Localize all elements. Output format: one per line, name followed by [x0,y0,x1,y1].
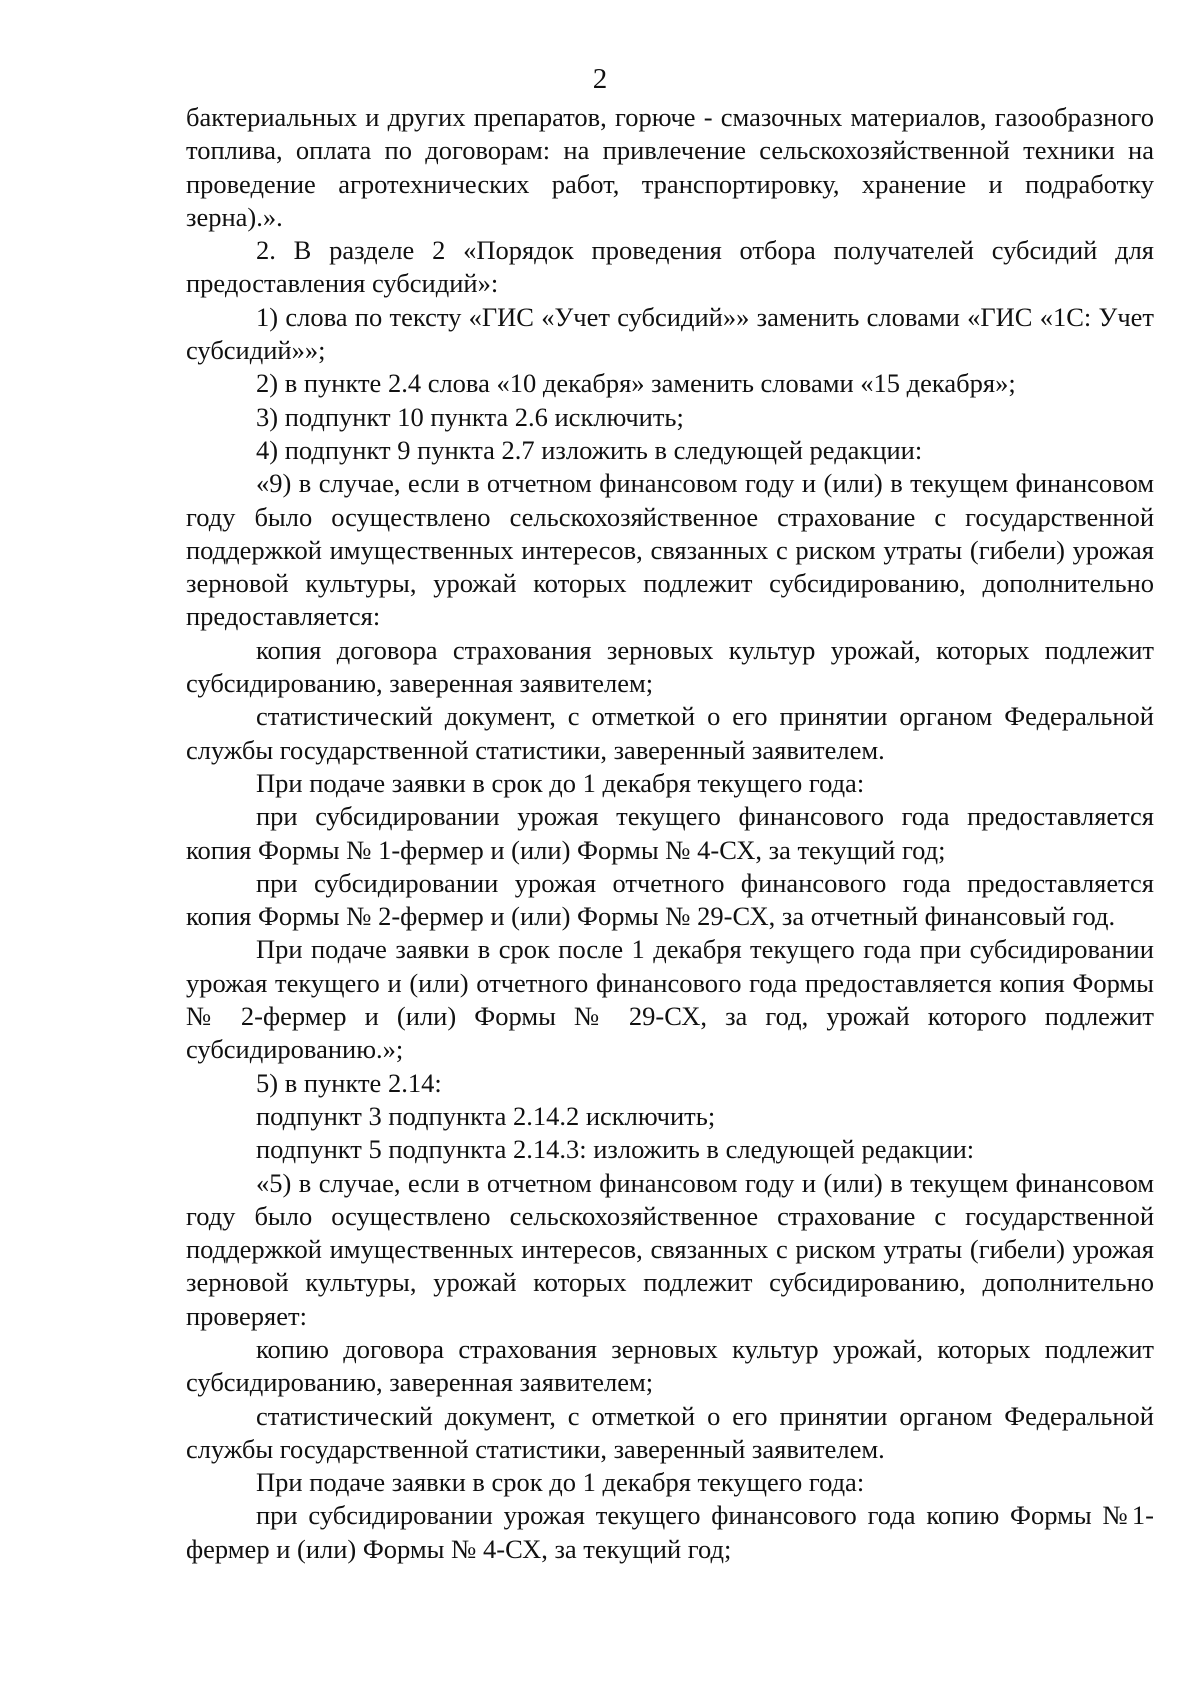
paragraph: подпункт 5 подпункта 2.14.3: изложить в следующей редакции: [256,1134,975,1165]
paragraph: при субсидировании урожая отчетного финансового года предоставляется копия Формы № 2-фермер и (или) Формы № 29-СХ, за отчетный финансовый год. [186,867,1154,932]
paragraph: «5) в случае, если в отчетном финансовом году и (или) в текущем финансовом году было осуществлено сельскохозяйственное страхование с государственной поддержкой имущественных интересов, связанных с риском утраты (гибели) урожая зерновой культуры, урожай которых подлежит субсидированию, дополнительно проверяет: [186,1167,1154,1331]
paragraph: подпункт 3 подпункта 2.14.2 исключить; [256,1100,716,1131]
paragraph: 2. В разделе 2 «Порядок проведения отбора получателей субсидий для предоставления субсидий»: [186,235,1154,299]
paragraph: статистический документ, с отметкой о его принятии органом Федеральной службы государственной статистики, заверенный заявителем. [186,701,1154,765]
paragraph: 5) в пункте 2.14: [256,1067,442,1098]
paragraph: 1) слова по тексту «ГИС «Учет субсидий»» заменить словами «ГИС «1С: Учет субсидий»»; [186,301,1154,366]
paragraph: при субсидировании урожая текущего финансового года предоставляется копия Формы № 1-фермер и (или) Формы № 4-СХ, за текущий год; [186,801,1154,865]
paragraph: 3) подпункт 10 пункта 2.6 исключить; [256,401,684,432]
paragraph: При подаче заявки в срок после 1 декабря текущего года при субсидировании урожая текущего и (или) отчетного финансового года предоставляется копия Формы № 2-фермер и (или) Формы № 29-СХ, за год, урожай которого подлежит субсидированию.»; [186,934,1154,1065]
paragraph: 4) подпункт 9 пункта 2.7 изложить в следующей редакции: [256,434,923,465]
document-body [186,101,1154,1566]
page-number: 2 [592,63,608,95]
paragraph: «9) в случае, если в отчетном финансовом году и (или) в текущем финансовом году было осуществлено сельскохозяйственное страхование с государственной поддержкой имущественных интересов, связанных с риском утраты (гибели) урожая зерновой культуры, урожай которых подлежит субсидированию, дополнительно предоставляется: [186,468,1154,632]
paragraph: 2) в пункте 2.4 слова «10 декабря» заменить словами «15 декабря»; [256,368,1016,399]
paragraph: копия договора страхования зерновых культур урожай, которых подлежит субсидированию, заверенная заявителем; [186,634,1154,699]
paragraph: статистический документ, с отметкой о его принятии органом Федеральной службы государственной статистики, заверенный заявителем. [186,1400,1154,1464]
paragraph: При подаче заявки в срок до 1 декабря текущего года: [256,767,865,798]
paragraph: бактериальных и других препаратов, горюче - смазочных материалов, газообразного топлива, оплата по договорам: на привлечение сельскохозяйственной техники на проведение агротехнических работ, транспортировку, хранение и подработку зерна).». [186,102,1154,232]
paragraph: копию договора страхования зерновых культур урожай, которых подлежит субсидированию, заверенная заявителем; [186,1333,1154,1398]
paragraph: При подаче заявки в срок до 1 декабря текущего года: [256,1467,865,1498]
paragraph: при субсидировании урожая текущего финансового года копию Формы №1-фермер и (или) Формы № 4-СХ, за текущий год; [186,1500,1154,1564]
